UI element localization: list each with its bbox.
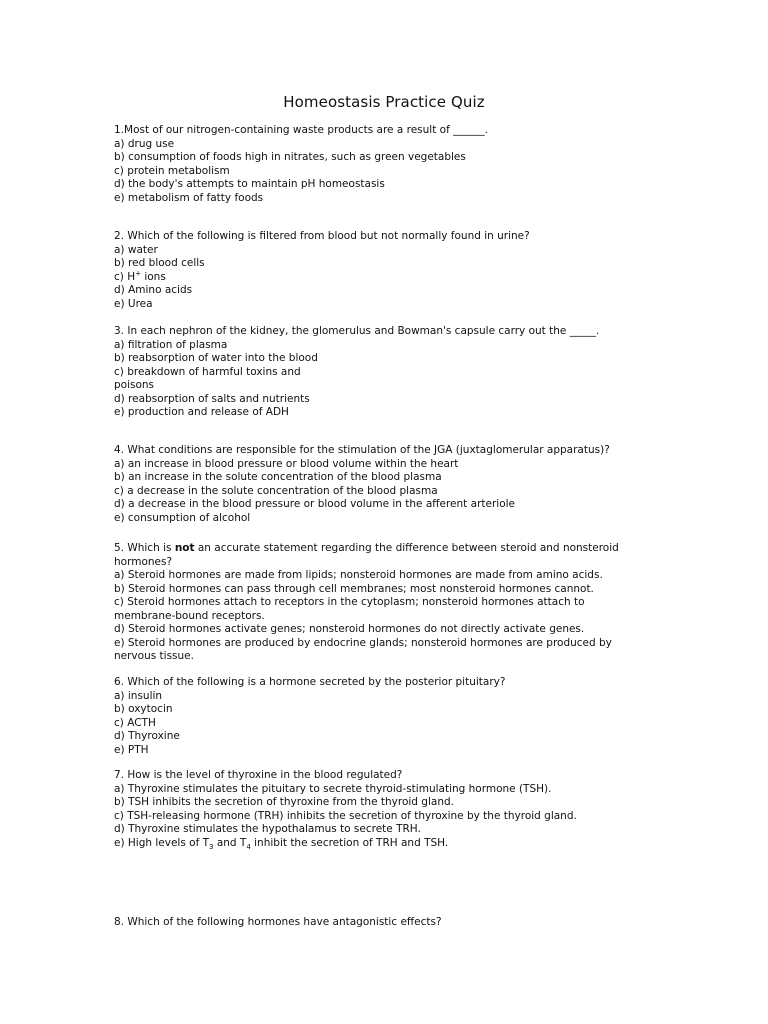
answer-option: e) Steroid hormones are produced by endocrine glands; nonsteroid hormones are produced by nervous tissue. xyxy=(114,636,612,662)
answer-option: c) Steroid hormones attach to receptors in the cytoplasm; nonsteroid hormones attach to membrane-bound receptors. xyxy=(114,596,585,622)
answer-option: d) the body's attempts to maintain pH homeostasis xyxy=(114,178,385,190)
answer-option: c) protein metabolism xyxy=(114,164,230,177)
answer-option: d) a decrease in the blood pressure or blood volume in the afferent arteriole xyxy=(114,498,515,510)
answer-option: e) PTH xyxy=(114,743,149,756)
answer-option: e) metabolism of fatty foods xyxy=(114,191,264,204)
question-prompt: 3. In each nephron of the kidney, the glomerulus and Bowman's capsule carry out the _____. xyxy=(114,325,600,337)
answer-option: a) Steroid hormones are made from lipids; nonsteroid hormones are made from amino acids. xyxy=(114,569,603,581)
answer-option xyxy=(114,837,644,851)
answer-option: d) Thyroxine stimulates the hypothalamus to secrete TRH. xyxy=(114,823,421,835)
question-8 xyxy=(114,916,644,930)
answer-option: e) Urea xyxy=(114,297,153,310)
subscript: 3 xyxy=(209,842,214,851)
superscript: + xyxy=(135,269,141,277)
question-4 xyxy=(114,444,644,525)
answer-option: a) Thyroxine stimulates the pituitary to secrete thyroid-stimulating hormone (TSH). xyxy=(114,782,552,795)
answer-option: b) oxytocin xyxy=(114,703,173,715)
answer-option: d) Thyroxine xyxy=(114,730,180,742)
option-text: ions xyxy=(140,270,166,283)
option-text: e) High levels of T xyxy=(114,836,210,849)
prompt-text: 5. Which is xyxy=(114,542,175,554)
answer-option xyxy=(114,271,644,285)
answer-option: e) consumption of alcohol xyxy=(114,511,251,524)
answer-option: d) Steroid hormones activate genes; nonsteroid hormones do not directly activate genes. xyxy=(114,623,585,635)
answer-option: a) drug use xyxy=(114,137,175,150)
answer-option: c) breakdown of harmful toxins and poisons xyxy=(114,365,301,391)
answer-option: c) ACTH xyxy=(114,716,156,729)
answer-option: b) Steroid hormones can pass through cell membranes; most nonsteroid hormones cannot. xyxy=(114,582,594,595)
subscript: 4 xyxy=(246,842,251,851)
question-prompt: 6. Which of the following is a hormone secreted by the posterior pituitary? xyxy=(114,676,506,688)
answer-option: b) consumption of foods high in nitrates, such as green vegetables xyxy=(114,151,466,163)
question-prompt: 7. How is the level of thyroxine in the blood regulated? xyxy=(114,769,403,781)
answer-option: c) a decrease in the solute concentration of the blood plasma xyxy=(114,484,438,497)
prompt-text: an accurate statement regarding the difference between steroid and nonsteroid hormones? xyxy=(114,542,619,568)
option-text: and T xyxy=(213,836,247,849)
answer-option: a) an increase in blood pressure or blood volume within the heart xyxy=(114,457,459,470)
option-text: c) H xyxy=(114,270,136,283)
question-prompt: 1.Most of our nitrogen-containing waste products are a result of ______. xyxy=(114,124,488,136)
answer-option: b) reabsorption of water into the blood xyxy=(114,352,318,364)
question-5 xyxy=(114,542,644,664)
page-title: Homeostasis Practice Quiz xyxy=(283,93,485,111)
question-6 xyxy=(114,676,644,757)
answer-option: a) water xyxy=(114,243,158,256)
answer-option: d) reabsorption of salts and nutrients xyxy=(114,392,310,405)
answer-option: a) filtration of plasma xyxy=(114,338,228,351)
answer-option: c) TSH-releasing hormone (TRH) inhibits the secretion of thyroxine by the thyroid gland. xyxy=(114,809,577,822)
question-prompt: 4. What conditions are responsible for the stimulation of the JGA (juxtaglomerular apparatus)? xyxy=(114,444,610,456)
question-1 xyxy=(114,124,644,205)
answer-option: e) production and release of ADH xyxy=(114,406,289,418)
answer-option: b) an increase in the solute concentration of the blood plasma xyxy=(114,471,442,483)
answer-option: b) red blood cells xyxy=(114,257,205,269)
answer-option: d) Amino acids xyxy=(114,284,193,296)
question-2 xyxy=(114,230,644,311)
answer-option: b) TSH inhibits the secretion of thyroxine from the thyroid gland. xyxy=(114,796,454,808)
answer-option: a) insulin xyxy=(114,689,163,702)
question-prompt: 2. Which of the following is filtered from blood but not normally found in urine? xyxy=(114,230,530,242)
question-3 xyxy=(114,325,644,420)
question-prompt: 8. Which of the following hormones have antagonistic effects? xyxy=(114,916,442,928)
question-prompt xyxy=(114,542,644,569)
prompt-emphasis: not xyxy=(174,542,195,554)
question-7 xyxy=(114,769,644,850)
option-text: inhibit the secretion of TRH and TSH. xyxy=(250,836,449,849)
